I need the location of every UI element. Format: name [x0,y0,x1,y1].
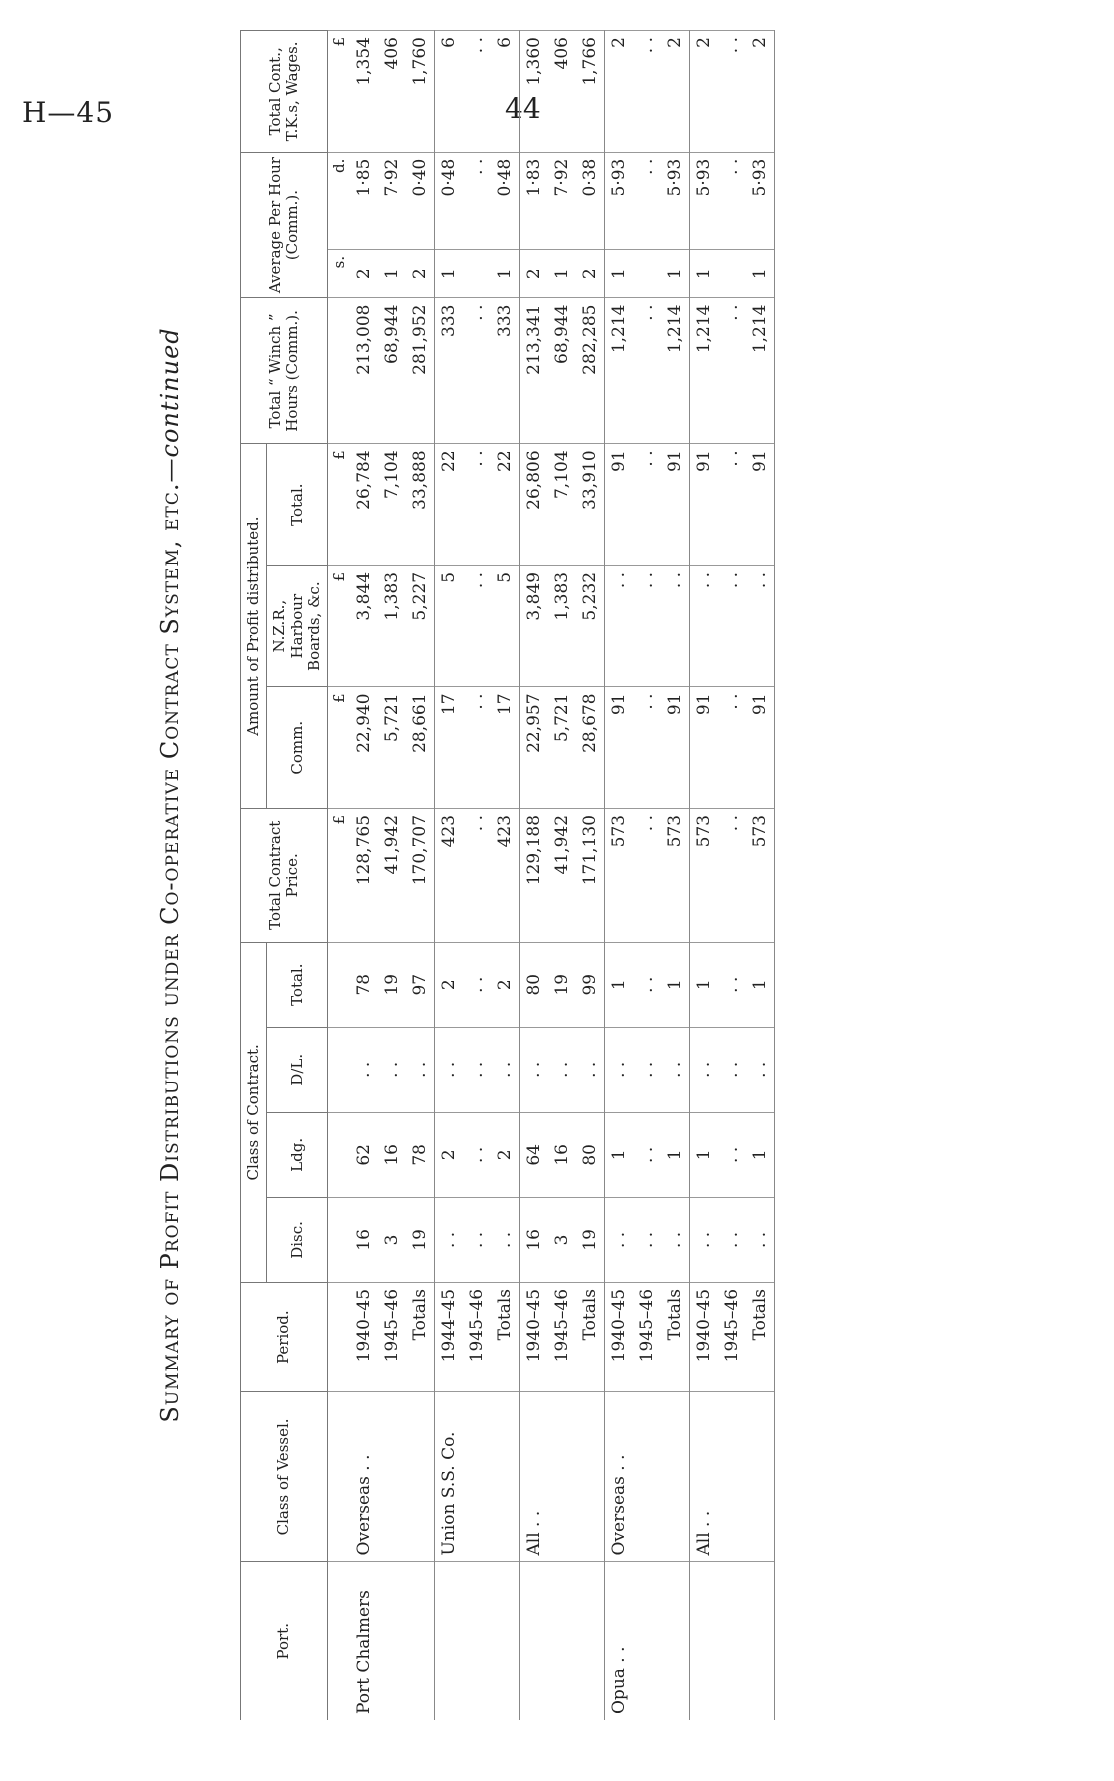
cell-d: 5·93 [605,152,634,249]
cell-disc: 3 [378,1197,406,1282]
cell-ptotal: 7,104 [378,444,406,566]
cell-port [435,1562,464,1720]
cell-s: 1 [746,249,775,298]
totals-row [746,31,775,1721]
cell-total: 99 [576,942,605,1027]
cell-total: 78 [350,942,378,1027]
cell-price: 573 [605,808,634,942]
cell-d: 1·83 [520,152,549,249]
cell-port [463,1562,491,1720]
cell-ldg: 1 [746,1112,775,1197]
cell-dl: . . [406,1027,435,1112]
cell-comm: . . [463,687,491,809]
cell-ptotal: . . [463,444,491,566]
cell-price: . . [633,808,661,942]
cell-d: 0·48 [435,152,464,249]
cell-nzr: 3,849 [520,565,549,687]
cell-comm: 91 [746,687,775,809]
cell-s: 2 [520,249,549,298]
cell-comm: 91 [605,687,634,809]
cell-vessel [661,1392,690,1562]
cell-total: 1 [690,942,719,1027]
cell-disc: 3 [548,1197,576,1282]
cell-dl: . . [491,1027,520,1112]
cell-disc: . . [491,1197,520,1282]
page-number: 44 [505,92,541,125]
cell-disc: 19 [576,1197,605,1282]
col-class-group: Class of Contract. [241,942,267,1282]
cell-ptotal: 91 [605,444,634,566]
unit-pound: £ [328,565,351,687]
cell-dl: . . [633,1027,661,1112]
cell-tks: 1,360 [520,31,549,153]
cell-port [378,1562,406,1720]
cell-vessel [718,1392,746,1562]
cell-hours: 213,008 [350,298,378,444]
cell-period: Totals [576,1282,605,1391]
cell-port [746,1562,775,1720]
document-reference: H—45 [22,96,115,129]
cell-d: 1·85 [350,152,378,249]
title-continued: —continued [156,327,184,483]
cell-s: 1 [690,249,719,298]
cell-period: 1944–45 [435,1282,464,1391]
rotated-table-block [156,30,960,1720]
cell-nzr: . . [690,565,719,687]
cell-ldg: 78 [406,1112,435,1197]
cell-ptotal: 7,104 [548,444,576,566]
unit-pound: £ [328,31,351,153]
cell-ptotal: 26,806 [520,444,549,566]
cell-total: 1 [605,942,634,1027]
cell-vessel: Overseas . . [605,1392,634,1562]
title-main: Summary of Profit Distributions under Co-operative Contract System, etc. [156,482,184,1423]
cell-nzr: . . [463,565,491,687]
cell-vessel: All . . [520,1392,549,1562]
cell-port [548,1562,576,1720]
cell-comm: 28,661 [406,687,435,809]
cell-price: 129,188 [520,808,549,942]
cell-dl: . . [548,1027,576,1112]
cell-period: 1940–45 [520,1282,549,1391]
col-average: Average Per Hour (Comm.). [241,152,328,298]
cell-ldg: . . [463,1112,491,1197]
cell-hours: 282,285 [576,298,605,444]
cell-ptotal: 22 [435,444,464,566]
cell-price: 423 [491,808,520,942]
cell-hours: 1,214 [605,298,634,444]
cell-tks: 2 [605,31,634,153]
cell-ptotal: 91 [746,444,775,566]
table-row [690,31,719,1721]
col-ldg: Ldg. [267,1112,328,1197]
cell-total: . . [718,942,746,1027]
unit-pence: d. [328,152,351,249]
cell-hours: . . [718,298,746,444]
cell-comm: . . [718,687,746,809]
cell-ldg: 2 [491,1112,520,1197]
cell-ptotal: . . [718,444,746,566]
cell-s: 2 [576,249,605,298]
cell-ldg: 1 [690,1112,719,1197]
cell-price: 573 [690,808,719,942]
cell-nzr: . . [661,565,690,687]
header-row-1 [241,31,267,1721]
totals-row [406,31,435,1721]
cell-disc: . . [605,1197,634,1282]
cell-port [520,1562,549,1720]
cell-ldg: 1 [605,1112,634,1197]
cell-s: 1 [378,249,406,298]
cell-vessel [576,1392,605,1562]
cell-dl: . . [350,1027,378,1112]
cell-s: 1 [661,249,690,298]
cell-s [463,249,491,298]
cell-total: . . [463,942,491,1027]
totals-row [576,31,605,1721]
cell-tks: . . [718,31,746,153]
cell-nzr: . . [718,565,746,687]
cell-ldg: 64 [520,1112,549,1197]
cell-tks: 406 [378,31,406,153]
table-row [350,31,378,1721]
cell-ptotal: 22 [491,444,520,566]
col-disc: Disc. [267,1197,328,1282]
cell-comm: 22,940 [350,687,378,809]
cell-ptotal: 33,888 [406,444,435,566]
totals-row [661,31,690,1721]
cell-d: 7·92 [548,152,576,249]
unit-shillings: s. [328,249,351,298]
cell-period: Totals [406,1282,435,1391]
unit-row [328,31,351,1721]
cell-ptotal: 26,784 [350,444,378,566]
cell-port [690,1562,719,1720]
table-row [435,31,464,1721]
cell-vessel: Union S.S. Co. [435,1392,464,1562]
cell-s: 1 [435,249,464,298]
cell-tks: 1,354 [350,31,378,153]
cell-hours: 213,341 [520,298,549,444]
cell-nzr: 5,232 [576,565,605,687]
cell-tks: . . [463,31,491,153]
cell-total: 2 [491,942,520,1027]
cell-ptotal: 91 [690,444,719,566]
cell-period: Totals [661,1282,690,1391]
cell-period: 1945–46 [463,1282,491,1391]
cell-comm: . . [633,687,661,809]
cell-period: Totals [491,1282,520,1391]
unit-pound: £ [328,687,351,809]
cell-hours: . . [633,298,661,444]
cell-vessel [746,1392,775,1562]
cell-nzr: 5 [491,565,520,687]
cell-comm: 22,957 [520,687,549,809]
cell-s: 2 [350,249,378,298]
cell-price: 41,942 [378,808,406,942]
cell-d: 7·92 [378,152,406,249]
cell-hours: 333 [491,298,520,444]
col-vessel: Class of Vessel. [241,1392,328,1562]
cell-tks: 406 [548,31,576,153]
cell-price: 170,707 [406,808,435,942]
cell-port: Port Chalmers [350,1562,378,1720]
cell-d: 0·48 [491,152,520,249]
table-row [718,31,746,1721]
cell-price: . . [463,808,491,942]
cell-d: 5·93 [746,152,775,249]
col-dl: D/L. [267,1027,328,1112]
cell-s: 2 [406,249,435,298]
cell-ldg: . . [718,1112,746,1197]
table-row [378,31,406,1721]
cell-port [576,1562,605,1720]
cell-nzr: 1,383 [548,565,576,687]
table-row [633,31,661,1721]
cell-nzr: 1,383 [378,565,406,687]
cell-total: 1 [746,942,775,1027]
cell-comm: 91 [690,687,719,809]
cell-dl: . . [718,1027,746,1112]
cell-hours: 281,952 [406,298,435,444]
cell-period: Totals [746,1282,775,1391]
cell-total: 19 [548,942,576,1027]
cell-total: . . [633,942,661,1027]
cell-nzr: . . [633,565,661,687]
cell-nzr: 5,227 [406,565,435,687]
cell-d: . . [718,152,746,249]
cell-tks: . . [633,31,661,153]
col-class-total: Total. [267,942,328,1027]
cell-s [633,249,661,298]
table-row [548,31,576,1721]
cell-ldg: 16 [378,1112,406,1197]
cell-dl: . . [435,1027,464,1112]
cell-nzr: 5 [435,565,464,687]
cell-hours: 68,944 [548,298,576,444]
cell-disc: . . [746,1197,775,1282]
cell-port [718,1562,746,1720]
cell-nzr: 3,844 [350,565,378,687]
cell-dl: . . [690,1027,719,1112]
cell-comm: 28,678 [576,687,605,809]
cell-comm: 91 [661,687,690,809]
cell-comm: 17 [435,687,464,809]
cell-disc: 16 [520,1197,549,1282]
cell-d: 0·40 [406,152,435,249]
cell-tks: 6 [435,31,464,153]
cell-port [491,1562,520,1720]
profit-distribution-table [240,30,775,1720]
cell-disc: . . [633,1197,661,1282]
cell-vessel [378,1392,406,1562]
cell-dl: . . [463,1027,491,1112]
cell-d: . . [463,152,491,249]
cell-d: 5·93 [690,152,719,249]
cell-comm: 5,721 [548,687,576,809]
cell-d: 5·93 [661,152,690,249]
cell-dl: . . [378,1027,406,1112]
col-port: Port. [241,1562,328,1720]
cell-comm: 5,721 [378,687,406,809]
cell-disc: 16 [350,1197,378,1282]
cell-hours: 68,944 [378,298,406,444]
totals-row [491,31,520,1721]
cell-disc: . . [718,1197,746,1282]
cell-price: 41,942 [548,808,576,942]
col-hours: Total “ Winch ” Hours (Comm.). [241,298,328,444]
cell-disc: . . [690,1197,719,1282]
cell-dl: . . [520,1027,549,1112]
cell-tks: 6 [491,31,520,153]
cell-price: 423 [435,808,464,942]
cell-period: 1945–46 [633,1282,661,1391]
cell-tks: 2 [746,31,775,153]
unit-pound: £ [328,808,351,942]
table-row [520,31,549,1721]
cell-tks: 2 [690,31,719,153]
cell-ldg: 16 [548,1112,576,1197]
cell-total: 1 [661,942,690,1027]
cell-hours: 1,214 [690,298,719,444]
cell-vessel: All . . [690,1392,719,1562]
cell-price: 573 [746,808,775,942]
cell-tks: 1,760 [406,31,435,153]
cell-period: 1940–45 [350,1282,378,1391]
cell-ldg: . . [633,1112,661,1197]
cell-dl: . . [661,1027,690,1112]
cell-dl: . . [746,1027,775,1112]
cell-comm: 17 [491,687,520,809]
cell-vessel [548,1392,576,1562]
cell-port: Opua . . [605,1562,634,1720]
cell-disc: 19 [406,1197,435,1282]
cell-vessel [463,1392,491,1562]
cell-hours: 1,214 [746,298,775,444]
table-title [156,30,184,1720]
cell-dl: . . [576,1027,605,1112]
cell-price: 128,765 [350,808,378,942]
cell-dl: . . [605,1027,634,1112]
table-row [605,31,634,1721]
cell-vessel: Overseas . . [350,1392,378,1562]
cell-vessel [491,1392,520,1562]
cell-total: 2 [435,942,464,1027]
cell-ptotal: 33,910 [576,444,605,566]
cell-total: 97 [406,942,435,1027]
cell-total: 80 [520,942,549,1027]
cell-hours: 333 [435,298,464,444]
cell-ptotal: 91 [661,444,690,566]
cell-hours: . . [463,298,491,444]
col-profit-group: Amount of Profit distributed. [241,444,267,809]
cell-s: 1 [605,249,634,298]
cell-total: 19 [378,942,406,1027]
cell-period: 1940–45 [690,1282,719,1391]
cell-nzr: . . [746,565,775,687]
cell-disc: . . [463,1197,491,1282]
cell-d: . . [633,152,661,249]
cell-port [406,1562,435,1720]
col-tks: Total Cont., T.K.s, Wages. [241,31,328,153]
cell-port [633,1562,661,1720]
cell-ldg: 2 [435,1112,464,1197]
cell-vessel [406,1392,435,1562]
col-contract-price: Total Contract Price. [241,808,328,942]
cell-period: 1945–46 [378,1282,406,1391]
cell-d: 0·38 [576,152,605,249]
cell-ptotal: . . [633,444,661,566]
cell-tks: 1,766 [576,31,605,153]
cell-period: 1945–46 [718,1282,746,1391]
cell-disc: . . [435,1197,464,1282]
cell-s: 1 [548,249,576,298]
unit-pound: £ [328,444,351,566]
cell-s [718,249,746,298]
table-row [463,31,491,1721]
cell-hours: 1,214 [661,298,690,444]
cell-port [661,1562,690,1720]
cell-price: . . [718,808,746,942]
cell-price: 573 [661,808,690,942]
cell-vessel [633,1392,661,1562]
cell-price: 171,130 [576,808,605,942]
cell-ldg: 1 [661,1112,690,1197]
cell-s: 1 [491,249,520,298]
col-profit-total: Total. [267,444,328,566]
cell-ldg: 80 [576,1112,605,1197]
cell-ldg: 62 [350,1112,378,1197]
col-nzr: N.Z.R., Harbour Boards, &c. [267,565,328,687]
col-comm: Comm. [267,687,328,809]
cell-period: 1945–46 [548,1282,576,1391]
cell-nzr: . . [605,565,634,687]
cell-period: 1940–45 [605,1282,634,1391]
cell-disc: . . [661,1197,690,1282]
col-period: Period. [241,1282,328,1391]
cell-tks: 2 [661,31,690,153]
